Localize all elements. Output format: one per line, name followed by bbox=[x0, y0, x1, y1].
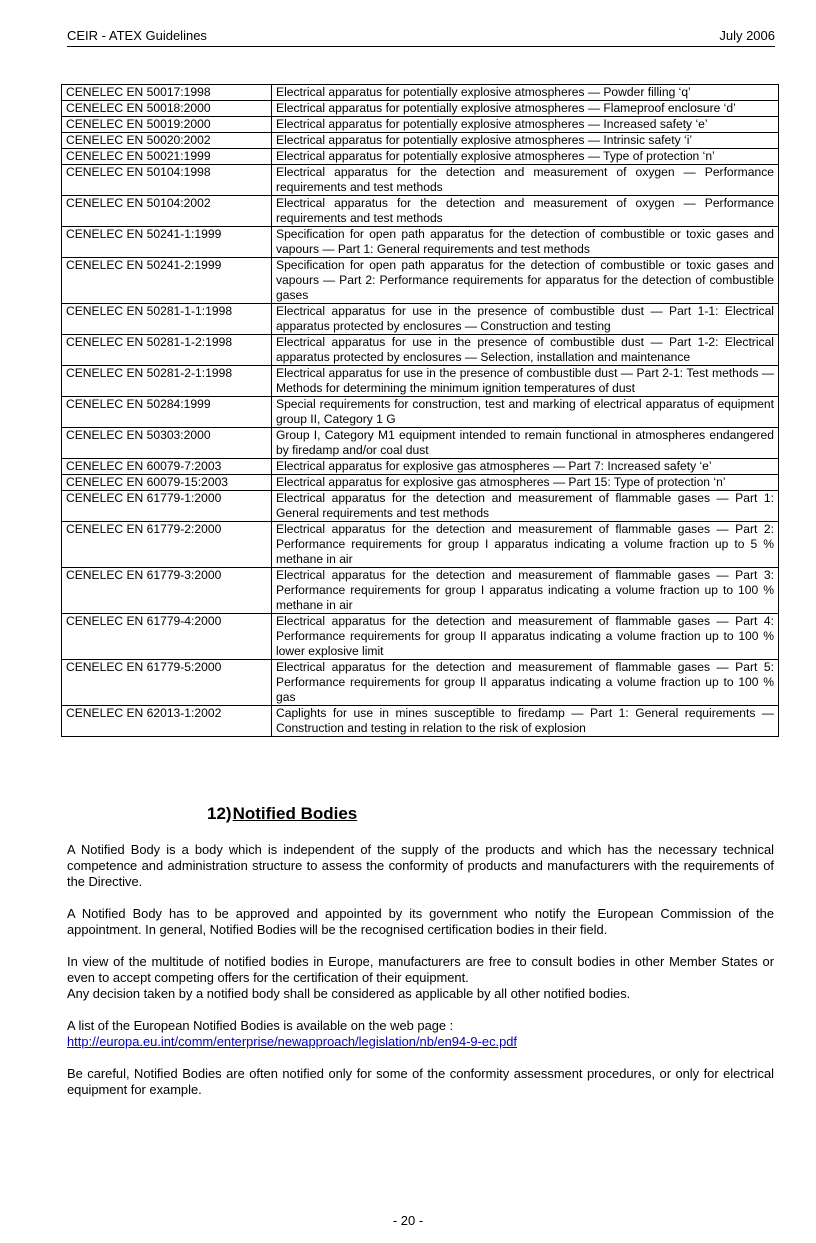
standard-code: CENELEC EN 50241-1:1999 bbox=[62, 227, 272, 258]
standard-code: CENELEC EN 50284:1999 bbox=[62, 397, 272, 428]
section-number: 12) bbox=[207, 804, 232, 823]
standard-row bbox=[62, 475, 779, 491]
standard-row bbox=[62, 165, 779, 196]
standard-code: CENELEC EN 50281-1-2:1998 bbox=[62, 335, 272, 366]
standard-title: Electrical apparatus for potentially explosive atmospheres — Powder filling ‘q’ bbox=[272, 85, 779, 101]
page-header bbox=[67, 28, 775, 47]
standard-row bbox=[62, 459, 779, 475]
list-intro-text: A list of the European Notified Bodies is available on the web page : bbox=[67, 1018, 454, 1033]
standard-code: CENELEC EN 61779-3:2000 bbox=[62, 568, 272, 614]
standard-row bbox=[62, 335, 779, 366]
standard-row bbox=[62, 85, 779, 101]
section-heading bbox=[207, 804, 357, 824]
standard-row bbox=[62, 117, 779, 133]
page-number: - 20 - bbox=[392, 1213, 424, 1228]
standard-title: Electrical apparatus for explosive gas atmospheres — Part 7: Increased safety ‘e’ bbox=[272, 459, 779, 475]
standard-title: Electrical apparatus for the detection and measurement of flammable gases — Part 5: Performance requirements for group II apparatus indicating a volume fraction up to 100 % gas bbox=[272, 660, 779, 706]
standard-code: CENELEC EN 50018:2000 bbox=[62, 101, 272, 117]
standard-code: CENELEC EN 62013-1:2002 bbox=[62, 706, 272, 737]
header-date: July 2006 bbox=[719, 28, 775, 43]
header-document-title: CEIR - ATEX Guidelines bbox=[67, 28, 207, 43]
standard-code: CENELEC EN 50021:1999 bbox=[62, 149, 272, 165]
standard-title: Electrical apparatus for the detection and measurement of flammable gases — Part 2: Performance requirements for group I apparatus indicating a volume fraction up to 5 % methane in air bbox=[272, 522, 779, 568]
standard-code: CENELEC EN 61779-1:2000 bbox=[62, 491, 272, 522]
paragraph-applicability: Any decision taken by a notified body shall be considered as applicable by all other notified bodies. bbox=[67, 986, 631, 1001]
standard-code: CENELEC EN 50020:2002 bbox=[62, 133, 272, 149]
standard-row bbox=[62, 660, 779, 706]
standard-code: CENELEC EN 61779-4:2000 bbox=[62, 614, 272, 660]
standard-row bbox=[62, 366, 779, 397]
standard-row bbox=[62, 258, 779, 304]
standard-code: CENELEC EN 50017:1998 bbox=[62, 85, 272, 101]
notified-bodies-link[interactable]: http://europa.eu.int/comm/enterprise/newapproach/legislation/nb/en94-9-ec.pdf bbox=[67, 1034, 518, 1049]
standard-code: CENELEC EN 60079-7:2003 bbox=[62, 459, 272, 475]
standard-row bbox=[62, 397, 779, 428]
standard-row bbox=[62, 522, 779, 568]
standard-code: CENELEC EN 50241-2:1999 bbox=[62, 258, 272, 304]
standard-row bbox=[62, 133, 779, 149]
standard-title: Electrical apparatus for explosive gas atmospheres — Part 15: Type of protection ‘n’ bbox=[272, 475, 779, 491]
standard-row bbox=[62, 196, 779, 227]
standard-title: Special requirements for construction, test and marking of electrical apparatus of equipment group II, Category 1 G bbox=[272, 397, 779, 428]
standard-title: Electrical apparatus for the detection and measurement of flammable gases — Part 3: Performance requirements for group I apparatus indicating a volume fraction up to 100 % methane in air bbox=[272, 568, 779, 614]
standard-row bbox=[62, 149, 779, 165]
standard-code: CENELEC EN 60079-15:2003 bbox=[62, 475, 272, 491]
standard-row bbox=[62, 706, 779, 737]
standard-title: Caplights for use in mines susceptible to firedamp — Part 1: General requirements — Construction and testing in relation to the risk of explosion bbox=[272, 706, 779, 737]
standard-row bbox=[62, 304, 779, 335]
standard-title: Electrical apparatus for potentially explosive atmospheres — Increased safety ‘e’ bbox=[272, 117, 779, 133]
paragraph-caution: Be careful, Notified Bodies are often notified only for some of the conformity assessment procedures, or only for electrical equipment for example. bbox=[67, 1066, 774, 1097]
standards-table bbox=[61, 84, 779, 737]
standard-title: Electrical apparatus for the detection and measurement of oxygen — Performance requirements and test methods bbox=[272, 165, 779, 196]
standard-title: Electrical apparatus for the detection and measurement of flammable gases — Part 4: Performance requirements for group II apparatus indicating a volume fraction up to 100 % lower explosive limit bbox=[272, 614, 779, 660]
standard-code: CENELEC EN 50281-1-1:1998 bbox=[62, 304, 272, 335]
standard-code: CENELEC EN 50104:1998 bbox=[62, 165, 272, 196]
standard-title: Specification for open path apparatus for the detection of combustible or toxic gases and vapours — Part 1: General requirements and test methods bbox=[272, 227, 779, 258]
standard-code: CENELEC EN 50303:2000 bbox=[62, 428, 272, 459]
standard-title: Electrical apparatus for the detection and measurement of flammable gases — Part 1: General requirements and test methods bbox=[272, 491, 779, 522]
standard-code: CENELEC EN 50104:2002 bbox=[62, 196, 272, 227]
standard-code: CENELEC EN 50019:2000 bbox=[62, 117, 272, 133]
standard-title: Electrical apparatus for potentially explosive atmospheres — Flameproof enclosure ‘d’ bbox=[272, 101, 779, 117]
standard-title: Electrical apparatus for use in the presence of combustible dust — Part 1-1: Electrical apparatus protected by enclosures — Construction and testing bbox=[272, 304, 779, 335]
standard-code: CENELEC EN 50281-2-1:1998 bbox=[62, 366, 272, 397]
standard-title: Specification for open path apparatus for the detection of combustible or toxic gases and vapours — Part 2: Performance requirements for apparatus for the detection of combustible gases bbox=[272, 258, 779, 304]
standard-row bbox=[62, 428, 779, 459]
standard-row bbox=[62, 101, 779, 117]
standard-row bbox=[62, 614, 779, 660]
standard-title: Electrical apparatus for the detection and measurement of oxygen — Performance requirements and test methods bbox=[272, 196, 779, 227]
standard-title: Electrical apparatus for potentially explosive atmospheres — Type of protection ‘n’ bbox=[272, 149, 779, 165]
standard-title: Group I, Category M1 equipment intended to remain functional in atmospheres endangered by firedamp and/or coal dust bbox=[272, 428, 779, 459]
paragraph-appointment: A Notified Body has to be approved and appointed by its government who notify the European Commission of the appointment. In general, Notified Bodies will be the recognised certification bodies in their field. bbox=[67, 906, 774, 937]
standard-row bbox=[62, 568, 779, 614]
standard-code: CENELEC EN 61779-5:2000 bbox=[62, 660, 272, 706]
standard-title: Electrical apparatus for use in the presence of combustible dust — Part 2-1: Test methods — Methods for determining the minimum ignition temperatures of dust bbox=[272, 366, 779, 397]
paragraph-list bbox=[67, 1018, 774, 1050]
section-body bbox=[67, 842, 774, 1114]
standard-row bbox=[62, 491, 779, 522]
section-title: Notified Bodies bbox=[232, 804, 358, 823]
standard-row bbox=[62, 227, 779, 258]
standard-code: CENELEC EN 61779-2:2000 bbox=[62, 522, 272, 568]
standard-title: Electrical apparatus for potentially explosive atmospheres — Intrinsic safety ‘i’ bbox=[272, 133, 779, 149]
paragraph-multitude: In view of the multitude of notified bodies in Europe, manufacturers are free to consult bodies in other Member States or even to accept competing offers for the certification of their equipment. bbox=[67, 954, 774, 985]
paragraph-definition: A Notified Body is a body which is independent of the supply of the products and which has the necessary technical competence and administration structure to assess the conformity of products and manufacturers with the requirements of the Directive. bbox=[67, 842, 774, 889]
standard-title: Electrical apparatus for use in the presence of combustible dust — Part 1-2: Electrical apparatus protected by enclosures — Selection, installation and maintenance bbox=[272, 335, 779, 366]
